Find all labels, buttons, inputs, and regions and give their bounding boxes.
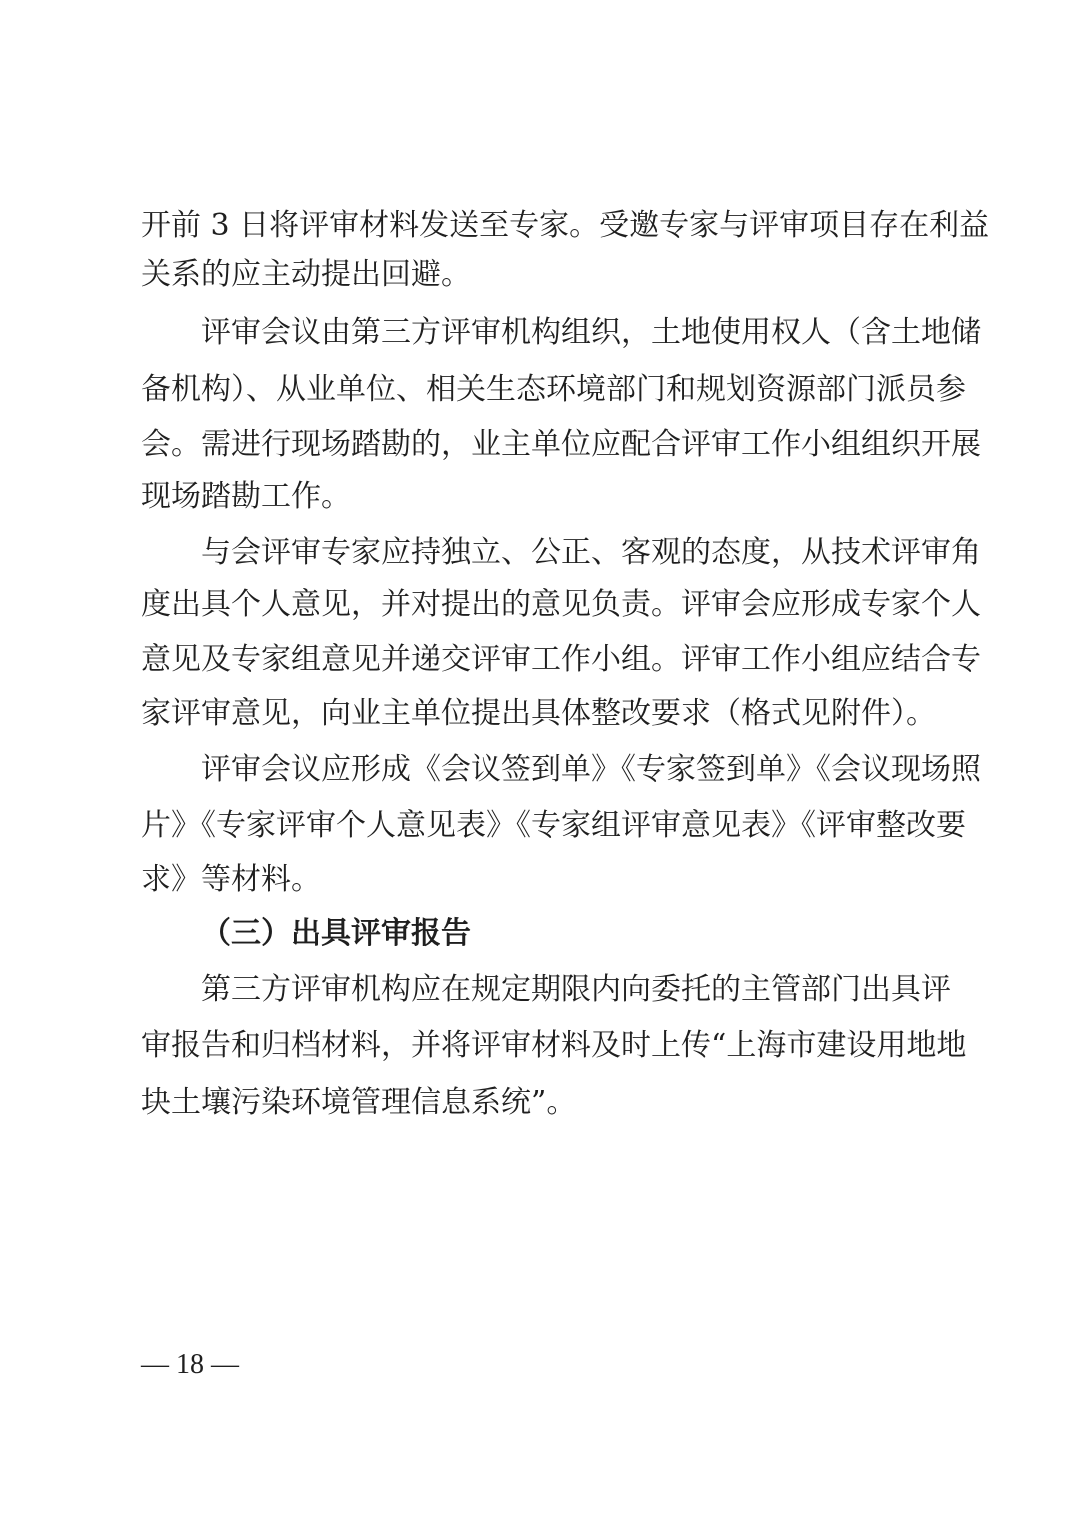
paragraph-line: 审报告和归档材料，并将评审材料及时上传“上海市建设用地地	[141, 1028, 967, 1063]
paragraph-line: 评审会议由第三方评审机构组织，土地使用权人（含土地储	[201, 315, 981, 350]
paragraph-line: 家评审意见，向业主单位提出具体整改要求（格式见附件）。	[141, 696, 936, 731]
paragraph-line: 开前 3 日将评审材料发送至专家。受邀专家与评审项目存在利益	[141, 208, 990, 243]
paragraph-line: 与会评审专家应持独立、公正、客观的态度，从技术评审角	[201, 535, 981, 570]
paragraph-line: 意见及专家组意见并递交评审工作小组。评审工作小组应结合专	[141, 642, 981, 677]
paragraph-line: 块土壤污染环境管理信息系统”。	[141, 1085, 577, 1120]
paragraph-line: 评审会议应形成《会议签到单》《专家签到单》《会议现场照	[201, 752, 981, 787]
paragraph-line: 片》《专家评审个人意见表》《专家组评审意见表》《评审整改要	[141, 808, 966, 843]
paragraph-line: 现场踏勘工作。	[141, 479, 351, 514]
paragraph-line: 求》等材料。	[141, 862, 321, 897]
section-heading: （三）出具评审报告	[201, 916, 471, 951]
paragraph-line: 关系的应主动提出回避。	[141, 257, 471, 292]
page-number: — 18 —	[141, 1349, 239, 1380]
paragraph-line: 会。需进行现场踏勘的，业主单位应配合评审工作小组组织开展	[141, 427, 981, 462]
paragraph-line: 备机构）、从业单位、相关生态环境部门和规划资源部门派员参	[141, 372, 966, 407]
paragraph-line: 度出具个人意见，并对提出的意见负责。评审会应形成专家个人	[141, 587, 981, 622]
paragraph-line: 第三方评审机构应在规定期限内向委托的主管部门出具评	[201, 972, 951, 1007]
